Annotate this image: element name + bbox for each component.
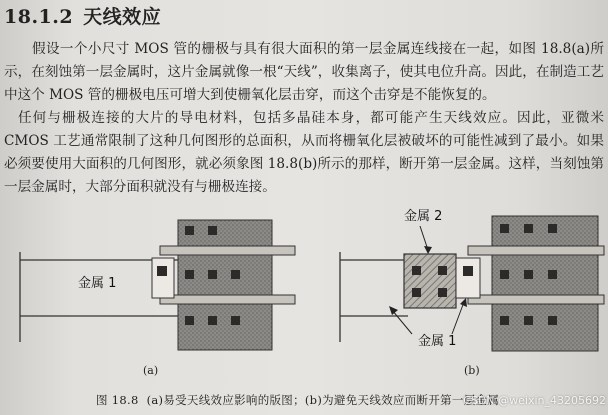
figure-18-8 [0, 200, 608, 415]
gate-bar-bottom-b [468, 295, 604, 304]
arrow-metal1-right-head [460, 298, 467, 307]
contact-b-3 [548, 224, 557, 233]
contact-a-6 [185, 316, 194, 325]
contact-b-6 [548, 270, 557, 279]
caption-number: 图 18.8 [96, 393, 139, 407]
label-metal2-b: 金属 2 [404, 209, 443, 224]
contact-a-2 [208, 226, 217, 235]
gate-bar-bottom-a [160, 295, 295, 304]
contact-a-0 [157, 266, 167, 276]
arrow-metal1-left [392, 310, 412, 334]
via-b-2 [438, 266, 447, 275]
via-b-3 [412, 288, 421, 297]
metal1-short-b [456, 258, 480, 298]
figure-caption [96, 392, 499, 408]
diagram-b [340, 208, 604, 351]
diagram-a [20, 220, 295, 350]
contact-b-7 [500, 316, 509, 325]
subfigure-label-a: (a) [143, 364, 159, 377]
paragraph-2: 任何与栅极连接的大片的导电材料，包括多晶硅本身，都可能产生天线效应。因此，亚微米 CMOS 工艺通常限制了这种几何图形的总面积，从而将栅氧化层被破坏的可能性减到了最小。如果必须要使用大面积的几何图形，就必须象图 18.8(b)所示的那样，断开第一层金属。这样，当刻蚀第一层金属时，大部分面积就没有与栅极连接。 [4, 110, 604, 195]
active-area-b [492, 216, 598, 351]
arrow-metal2-head [424, 246, 432, 254]
contact-b-2 [524, 224, 533, 233]
layout-diagram [0, 200, 608, 415]
gate-bar-top-a [160, 246, 295, 255]
contact-b-9 [548, 316, 557, 325]
via-b-4 [438, 288, 447, 297]
metal1-tab-a [152, 258, 174, 298]
metal2-jumper [404, 254, 456, 308]
section-heading [4, 2, 161, 29]
via-b-1 [412, 266, 421, 275]
subfigure-label-b: (b) [464, 364, 480, 377]
paragraph-1: 假设一个小尺寸 MOS 管的栅极与具有很大面积的第一层金属连线接在一起，如图 18.8(a)所示，在刻蚀第一层金属时，这片金属就像一根“天线”，收集离子，使其电位升高。因此，在制造工艺中这个 MOS 管的栅极电压可增大到使栅氧化层击穿，而这个击穿是不能恢复的。 [4, 41, 604, 103]
contact-a-4 [208, 270, 217, 279]
contact-a-7 [208, 316, 217, 325]
contact-a-8 [231, 316, 240, 325]
gate-bar-top-b [468, 246, 604, 255]
contact-a-1 [185, 226, 194, 235]
label-metal1-b: 金属 1 [418, 334, 457, 349]
caption-text: (a)易受天线效应影响的版图；(b)为避免天线效应而断开第一层金属 [146, 393, 500, 407]
contact-b-0 [463, 266, 473, 276]
arrow-metal1-left-head [389, 306, 398, 315]
active-area-a [178, 220, 272, 350]
contact-b-4 [500, 270, 509, 279]
section-title: 天线效应 [83, 6, 162, 28]
contact-a-5 [231, 270, 240, 279]
contact-b-5 [524, 270, 533, 279]
contact-b-8 [524, 316, 533, 325]
watermark: CSDN @weixin_43205692 [463, 394, 606, 407]
contact-a-3 [185, 270, 194, 279]
label-metal1-a: 金属 1 [78, 276, 117, 291]
contact-b-1 [500, 224, 509, 233]
section-number: 18.1.2 [4, 6, 74, 28]
